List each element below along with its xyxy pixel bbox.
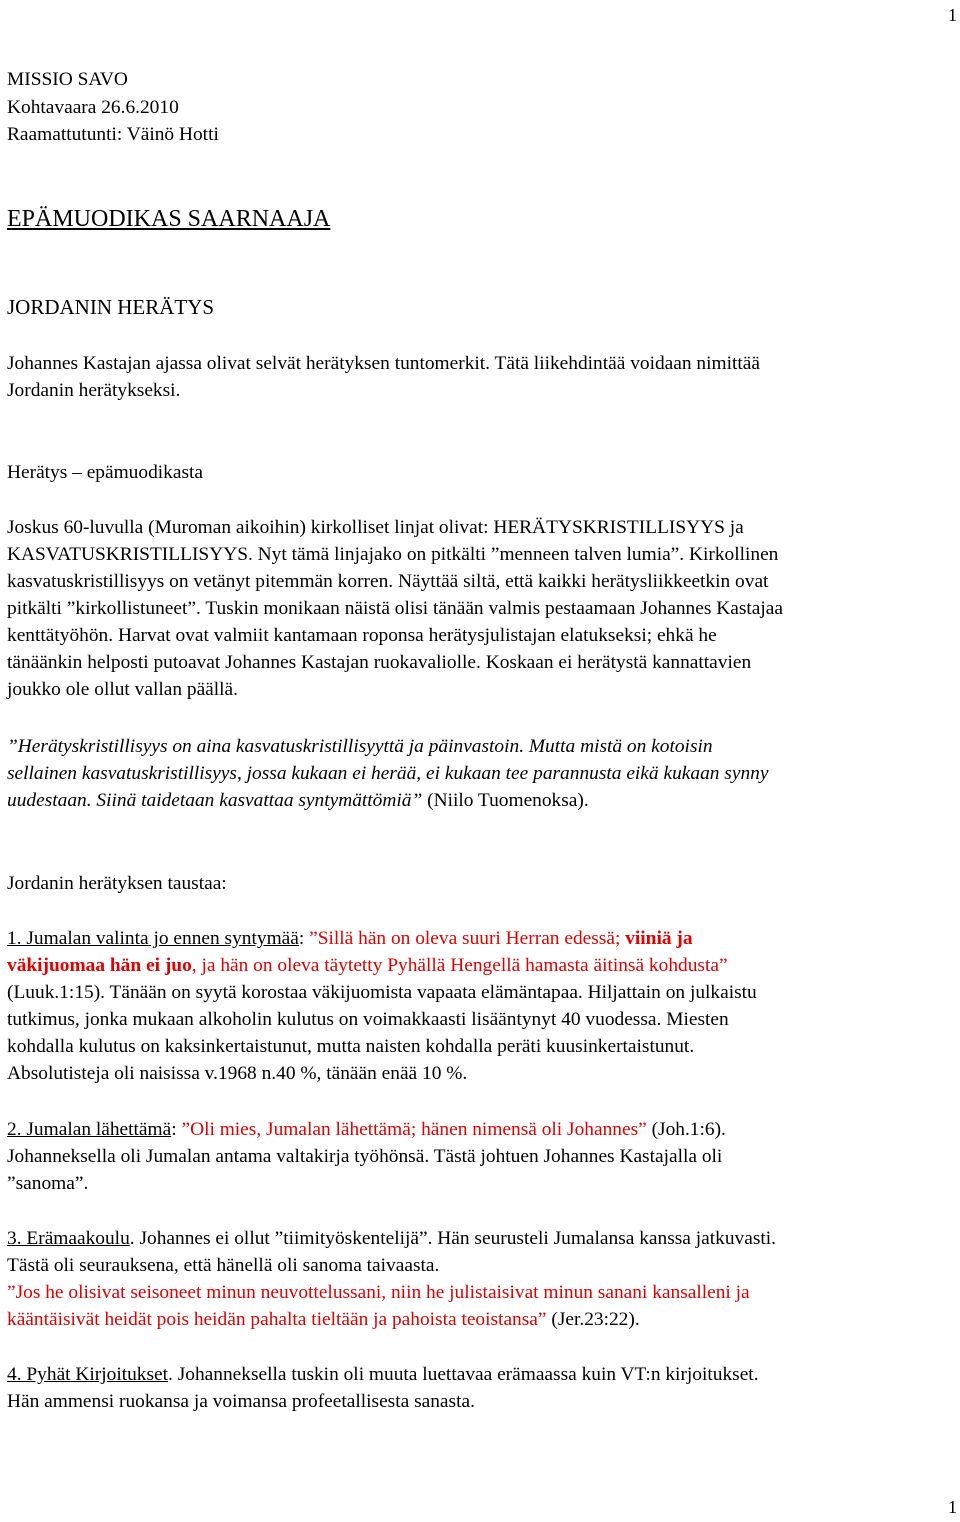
point-3-quote-end bbox=[7, 1310, 640, 1329]
bible-reference: (Jer.23:22). bbox=[546, 1309, 640, 1330]
speaker-line: Raamattutunti: Väinö Hotti bbox=[7, 124, 219, 145]
bible-quote: , ja hän on oleva täytetty Pyhällä Hengellä hamasta äitinsä kohdusta” bbox=[191, 955, 728, 976]
bible-quote: ”Jos he olisivat seisoneet minun neuvottelussani, niin he julistaisivat minun sanani kansalleni ja bbox=[7, 1282, 750, 1303]
paragraph-text: . Johannes ei ollut ”tiimityöskentelijä”. Hän seurusteli Jumalansa kanssa jatkuvasti. bbox=[129, 1228, 776, 1249]
organization-name: MISSIO SAVO bbox=[7, 69, 128, 90]
section-heading: JORDANIN HERÄTYS bbox=[7, 295, 215, 319]
point-1-line bbox=[7, 929, 693, 948]
quote-line: ”Herätyskristillisyys on aina kasvatuskristillisyyttä ja päinvastoin. Mutta mistä on kotoisin bbox=[7, 736, 713, 757]
paragraph-line: (Luuk.1:15). Tänään on syytä korostaa väkijuomista vapaata elämäntapaa. Hiljattain on julkaistu bbox=[7, 982, 757, 1003]
paragraph-line: tutkimus, jonka mukaan alkoholin kulutus on voimakkaasti lisääntynyt 40 vuodessa. Miesten bbox=[7, 1009, 729, 1030]
point-1-heading: 1. Jumalan valinta jo ennen syntymää bbox=[7, 928, 299, 949]
bible-quote-emphasis: viiniä ja bbox=[625, 928, 693, 949]
paragraph-line: ”sanoma”. bbox=[7, 1173, 89, 1194]
paragraph-line: Hän ammensi ruokansa ja voimansa profeetallisesta sanasta. bbox=[7, 1391, 475, 1412]
paragraph-line: kohdalla kulutus on kaksinkertaistunut, mutta naisten kohdalla peräti kuusinkertaistunut. bbox=[7, 1036, 695, 1057]
paragraph-line: kenttätyöhön. Harvat ovat valmiit kantamaan roponsa herätysjulistajan elatukseksi; ehkä he bbox=[7, 625, 717, 646]
point-3-heading: 3. Erämaakoulu bbox=[7, 1228, 130, 1249]
bible-quote: ”Sillä hän on oleva suuri Herran edessä; bbox=[304, 928, 626, 949]
colon: : bbox=[298, 928, 305, 949]
paragraph-line: pitkälti ”kirkollistuneet”. Tuskin monikaan näistä olisi tänään valmis pestaamaan Johannes Kastajaa bbox=[7, 598, 783, 619]
bible-quote-emphasis: väkijuomaa hän ei juo bbox=[7, 955, 192, 976]
colon: : bbox=[171, 1119, 177, 1140]
paragraph-line: joukko ole ollut vallan päällä. bbox=[7, 679, 239, 700]
quote-last-line bbox=[7, 791, 589, 810]
paragraph-line: KASVATUSKRISTILLISYYS. Nyt tämä linjajako on pitkälti ”menneen talven lumia”. Kirkollinen bbox=[7, 544, 779, 565]
subheading: Herätys – epämuodikasta bbox=[7, 462, 203, 483]
bible-reference: (Joh.1:6). bbox=[646, 1119, 726, 1140]
paragraph-line: Joskus 60-luvulla (Muroman aikoihin) kirkolliset linjat olivat: HERÄTYSKRISTILLISYYS ja bbox=[7, 517, 744, 538]
paragraph-line: tänäänkin helposti putoavat Johannes Kastajan ruokavaliolle. Koskaan ei herätystä kannattavien bbox=[7, 652, 752, 673]
point-4-heading: 4. Pyhät Kirjoitukset bbox=[7, 1364, 169, 1385]
paragraph-text: . Johanneksella tuskin oli muuta luettavaa erämaassa kuin VT:n kirjoitukset. bbox=[168, 1364, 759, 1385]
intro-line: Jordanin herätykseksi. bbox=[7, 380, 181, 401]
quote-attribution: (Niilo Tuomenoksa). bbox=[422, 790, 589, 811]
point-4-line bbox=[7, 1365, 759, 1384]
point-1-line bbox=[7, 956, 728, 975]
bible-quote: ”Oli mies, Jumalan lähettämä; hänen nimensä oli Johannes” bbox=[176, 1119, 647, 1140]
intro-line: Johannes Kastajan ajassa olivat selvät herätyksen tuntomerkit. Tätä liikehdintää voidaan nimittää bbox=[7, 353, 760, 374]
page-number-bottom: 1 bbox=[948, 1497, 957, 1517]
paragraph-line: kasvatuskristillisyys on vetänyt pitemmän korren. Näyttää siltä, että kaikki herätysliikkeetkin ovat bbox=[7, 571, 769, 592]
quote-line: sellainen kasvatuskristillisyys, jossa kukaan ei herää, ei kukaan tee parannusta eikä kukaan synny bbox=[7, 763, 769, 784]
quote-line: uudestaan. Siinä taidetaan kasvattaa syntymättömiä” bbox=[7, 790, 423, 811]
page-number-top: 1 bbox=[948, 5, 957, 25]
paragraph-line: Absolutisteja oli naisissa v.1968 n.40 %, tänään enää 10 %. bbox=[7, 1063, 468, 1084]
paragraph-line: Johanneksella oli Jumalan antama valtakirja työhönsä. Tästä johtuen Johannes Kastajalla oli bbox=[7, 1146, 723, 1167]
event-date-line: Kohtavaara 26.6.2010 bbox=[7, 97, 179, 118]
point-2-heading: 2. Jumalan lähettämä bbox=[7, 1119, 172, 1140]
point-3-line bbox=[7, 1229, 776, 1248]
bible-quote: kääntäisivät heidät pois heidän pahalta tieltään ja pahoista teoistansa” bbox=[7, 1309, 547, 1330]
page-title: EPÄMUODIKAS SAARNAAJA bbox=[7, 206, 331, 232]
point-2-line bbox=[7, 1120, 726, 1139]
background-heading: Jordanin herätyksen taustaa: bbox=[7, 873, 227, 894]
paragraph-line: Tästä oli seurauksena, että hänellä oli sanoma taivaasta. bbox=[7, 1255, 440, 1276]
